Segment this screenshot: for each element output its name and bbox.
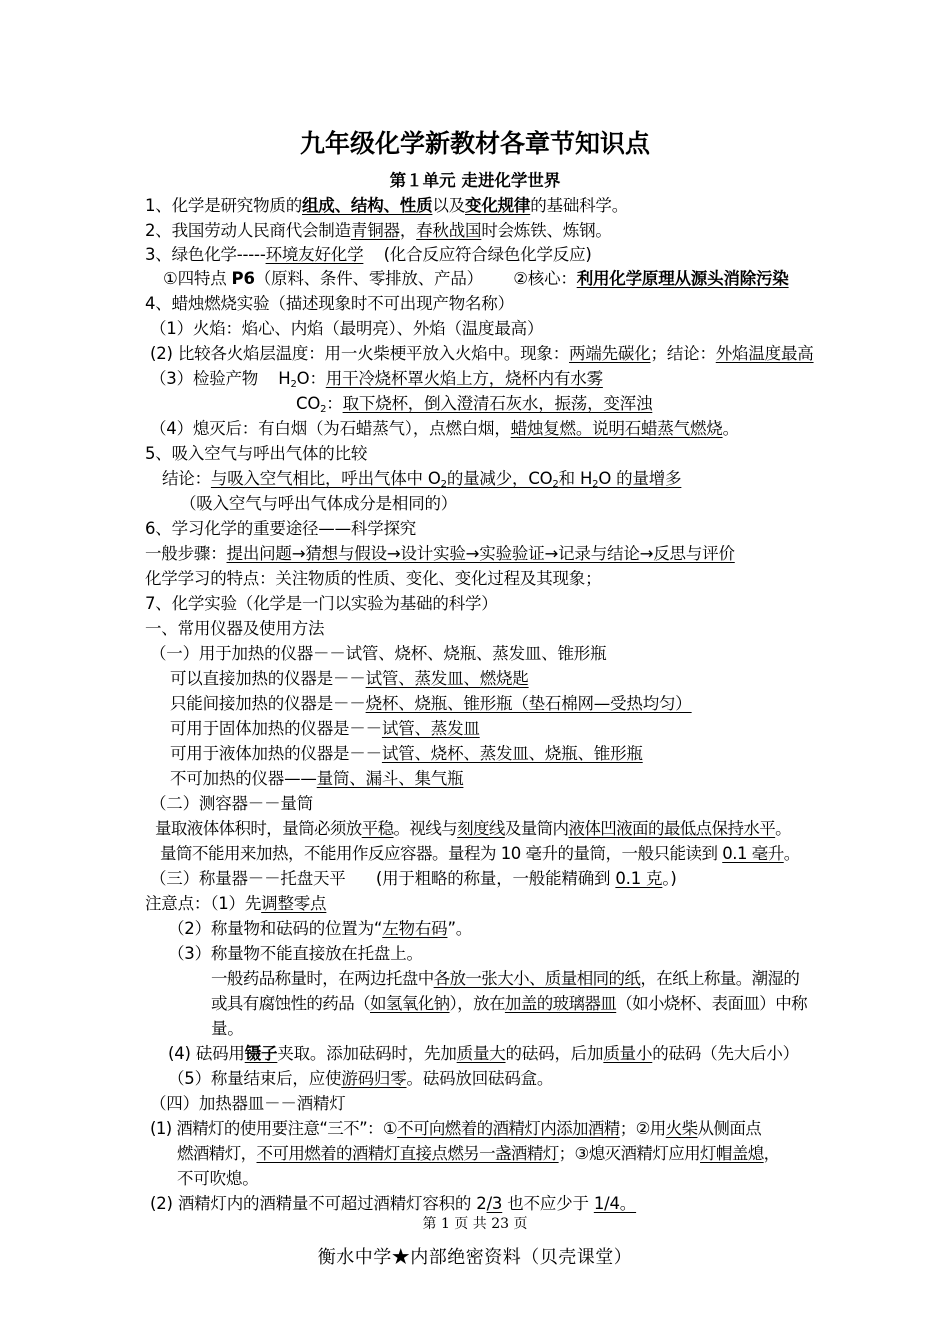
text-line: 2、我国劳动人民商代会制造青铜器，春秋战国时会炼铁、炼钢。 — [145, 221, 612, 240]
text-line: (2) 比较各火焰层温度：用一火柴梗平放入火焰中。现象：两端先碳化；结论：外焰温度最高 — [150, 344, 814, 363]
unit-heading: 第１单元 走进化学世界 — [389, 171, 561, 190]
text-line: 3、绿色化学-----环境友好化学 (化合反应符合绿色化学反应) — [145, 245, 592, 264]
document-title: 九年级化学新教材各章节知识点 — [299, 129, 650, 158]
text-line: $CO_2$：取下烧杯，倒入澄清石灰水，振荡，变浑浊 — [296, 394, 653, 415]
text-line: （吸入空气与呼出气体成分是相同的） — [180, 494, 458, 513]
text-line: 可用于固体加热的仪器是－－试管、蒸发皿 — [170, 719, 480, 738]
text-line: 量。 — [211, 1019, 244, 1038]
text-line: （2）称量物和砝码的位置为“左物右码”。 — [168, 919, 473, 938]
text-line: 5、吸入空气与呼出气体的比较 — [145, 444, 368, 463]
text-line: 一般步骤：提出问题→猜想与假设→设计实验→实验验证→记录与结论→反思与评价 — [145, 544, 735, 563]
text-line: （一）用于加热的仪器－－试管、烧杯、烧瓶、蒸发皿、锥形瓶 — [150, 644, 607, 663]
text-line: 量筒不能用来加热，不能用作反应容器。量程为 10 毫升的量筒，一般只能读到 0.1 毫升。 — [160, 844, 800, 863]
text-line: 或具有腐蚀性的药品（如氢氧化钠），放在加盖的玻璃器皿（如小烧杯、表面皿）中称 — [211, 994, 808, 1013]
text-line: ①四特点 P6（原料、条件、零排放、产品） ②核心：利用化学原理从源头消除污染 — [163, 269, 789, 288]
text-line: （3）检验产物 $H_2O$：用干冷烧杯罩火焰上方，烧杯内有水雾 — [150, 369, 603, 390]
text-line: （5）称量结束后，应使游码归零。砝码放回砝码盒。 — [168, 1069, 554, 1088]
text-line: （三）称量器－－托盘天平 (用于粗略的称量，一般能精确到 0.1 克。) — [150, 869, 677, 888]
text-line: （1）火焰：焰心、内焰（最明亮）、外焰（温度最高） — [150, 319, 544, 338]
text-line: （4）熄灭后：有白烟（为石蜡蒸气），点燃白烟，蜡烛复燃。说明石蜡蒸气燃烧。 — [150, 419, 739, 438]
text-line: （二）测容器－－量筒 — [150, 794, 314, 813]
text-line: 量取液体体积时，量筒必须放平稳。视线与刻度线及量筒内液体凹液面的最低点保持水平。 — [155, 819, 792, 838]
text-line: 7、化学实验（化学是一门以实验为基础的科学） — [145, 594, 498, 613]
text-line: 可以直接加热的仪器是－－试管、蒸发皿、燃烧匙 — [170, 669, 529, 688]
text-line: 不可加热的仪器——量筒、漏斗、集气瓶 — [170, 769, 464, 788]
text-line: (1) 酒精灯的使用要注意“三不”：①不可向燃着的酒精灯内添加酒精；②用火柴从侧面点 — [150, 1119, 762, 1138]
text-line: 可用于液体加热的仪器是－－试管、烧杯、蒸发皿、烧瓶、锥形瓶 — [170, 744, 643, 763]
text-line: (4) 砝码用镊子夹取。添加砝码时，先加质量大的砝码，后加质量小的砝码（先大后小） — [168, 1044, 799, 1063]
text-line: 6、学习化学的重要途径——科学探究 — [145, 519, 417, 538]
text-line: 只能间接加热的仪器是－－烧杯、烧瓶、锥形瓶（垫石棉网—受热均匀） — [170, 694, 692, 713]
text-line: 一般药品称量时，在两边托盘中各放一张大小、质量相同的纸，在纸上称量。潮湿的 — [211, 969, 800, 988]
page-footer: 衡水中学★内部绝密资料（贝壳课堂） — [317, 1247, 633, 1268]
text-line: 结论：与吸入空气相比，呼出气体中 $O_2$的量减少，$CO_2$和 $H_2O$ 的量增多 — [162, 469, 682, 490]
text-line: 化学学习的特点：关注物质的性质、变化、变化过程及其现象； — [145, 569, 602, 588]
page-number: 第 1 页 共 23 页 — [422, 1216, 528, 1232]
text-line: 一、常用仪器及使用方法 — [145, 619, 325, 638]
text-line: （四）加热器皿－－酒精灯 — [150, 1094, 346, 1113]
text-line: 注意点：（1）先调整零点 — [145, 894, 327, 913]
text-line: 不可吹熄。 — [177, 1169, 259, 1188]
text-line: 燃酒精灯，不可用燃着的酒精灯直接点燃另一盏酒精灯；③熄灭酒精灯应用灯帽盖熄， — [177, 1144, 780, 1163]
text-line: （3）称量物不能直接放在托盘上。 — [168, 944, 423, 963]
text-line: (2) 酒精灯内的酒精量不可超过酒精灯容积的 2/3 也不应少于 1/4。 — [150, 1194, 637, 1213]
text-line: 1、化学是研究物质的组成、结构、性质以及变化规律的基础科学。 — [145, 196, 629, 215]
text-line: 4、蜡烛燃烧实验（描述现象时不可出现产物名称） — [145, 294, 514, 313]
